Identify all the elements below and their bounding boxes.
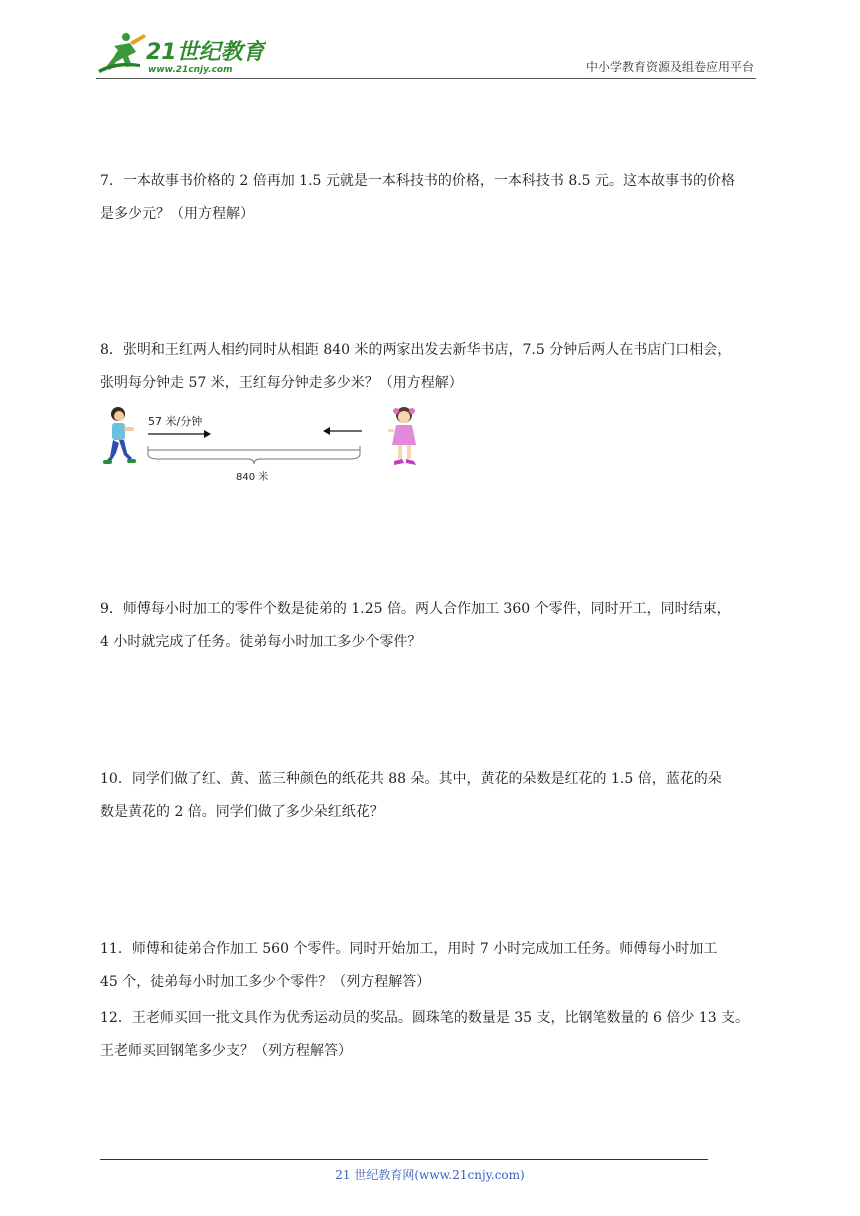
question-11-line-1: 11．师傅和徒弟合作加工 560 个零件。同时开始加工，用时 7 小时完成加工任务。师傅每小时加工 (100, 941, 718, 957)
page-header (96, 30, 756, 78)
footer-text: 21 世纪教育网(www.21cnjy.com) (335, 1168, 525, 1182)
meeting-diagram (98, 405, 428, 485)
question-12 (100, 1004, 760, 1066)
question-7 (100, 167, 760, 229)
question-10 (100, 765, 760, 827)
footer-divider (100, 1159, 708, 1160)
speed-label: 57 米/分钟 (148, 415, 203, 428)
right-arrow-icon (148, 430, 211, 438)
question-11-line-2: 45 个，徒弟每小时加工多少个零件？（列方程解答） (100, 974, 431, 990)
question-10-line-1: 10．同学们做了红、黄、蓝三种颜色的纸花共 88 朵。其中，黄花的朵数是红花的 1.5 倍，蓝花的朵 (100, 771, 722, 787)
distance-label: 840 米 (236, 472, 269, 483)
header-divider (96, 78, 756, 79)
girl-icon (388, 407, 416, 465)
question-12-line-2: 王老师买回钢笔多少支？（列方程解答） (100, 1043, 352, 1059)
question-12-line-1: 12．王老师买回一批文具作为优秀运动员的奖品。圆珠笔的数量是 35 支，比钢笔数量的 6 倍少 13 支。 (100, 1010, 750, 1026)
running-figure-icon (98, 33, 146, 73)
question-8 (100, 336, 760, 398)
question-11 (100, 935, 760, 997)
question-7-line-1: 7．一本故事书价格的 2 倍再加 1.5 元就是一本科技书的价格，一本科技书 8.5 元。这本故事书的价格 (100, 173, 736, 189)
distance-line (148, 446, 360, 464)
question-10-line-2: 数是黄花的 2 倍。同学们做了多少朵红纸花？ (100, 804, 384, 820)
platform-name: 中小学教育资源及组卷应用平台 (585, 60, 754, 74)
boy-icon (103, 407, 136, 464)
question-8-line-1: 8．张明和王红两人相约同时从相距 840 米的两家出发去新华书店，7.5 分钟后两人在书店门口相会， (100, 342, 732, 358)
left-arrow-icon (323, 427, 362, 435)
logo-text: 21世纪教育 (146, 40, 265, 65)
question-9-line-2: 4 小时就完成了任务。徒弟每小时加工多少个零件？ (100, 634, 422, 650)
question-7-line-2: 是多少元？（用方程解） (100, 206, 254, 222)
logo-url: www.21cnjy.com (148, 65, 233, 75)
question-8-line-2: 张明每分钟走 57 米，王红每分钟走多少米？（用方程解） (100, 375, 463, 391)
site-logo (96, 30, 266, 76)
question-9 (100, 595, 760, 657)
question-9-line-1: 9．师傅每小时加工的零件个数是徒弟的 1.25 倍。两人合作加工 360 个零件，同时开工，同时结束， (100, 601, 731, 617)
